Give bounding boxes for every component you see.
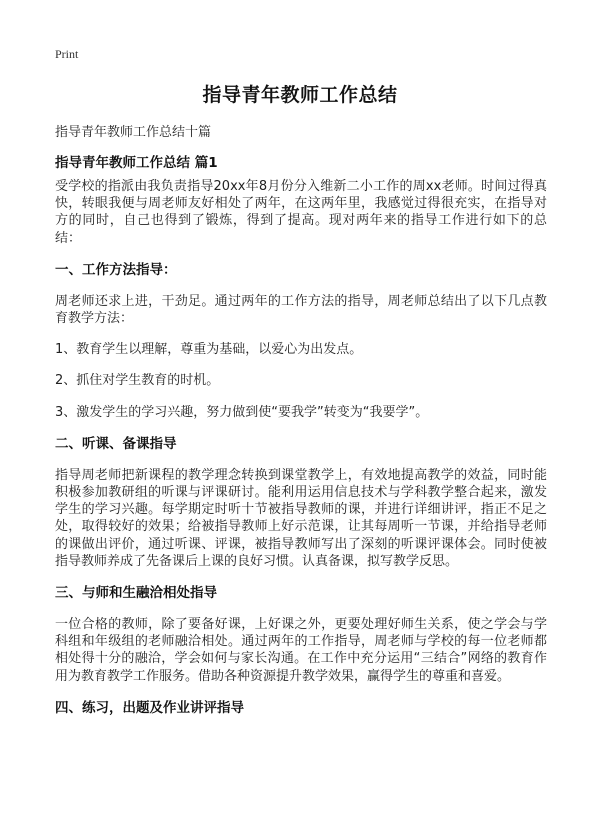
list-item-3: 3、激发学生的学习兴趣，努力做到使“要我学”转变为“我要学”。	[55, 404, 429, 420]
document-subtitle: 指导青年教师工作总结十篇	[55, 125, 212, 140]
paragraph-lesson-guidance: 指导周老师把新课程的教学理念转换到课堂教学上，有效地提高教学的效益，同时能积极参加教研组的听课与评课研讨。能利用运用信息技术与学科教学整合起来，激发学生的学习兴趣。每学期定时听十节被指导教师的课，并进行详细讲评，指正不足之处，取得较好的效果；给被指导教师上好示范课，让其每周听一节课，并给指导老师的课做出评价，通过听课、评课，被指导教师写出了深刻的听课评课体会。同时使被指导教师养成了先备课后上课的良好习惯。认真备课，拟写教学反思。	[55, 467, 547, 569]
document-body	[55, 178, 547, 717]
heading-exercises: 四、练习，出题及作业讲评指导	[55, 699, 244, 716]
list-item-2: 2、抓住对学生教育的时机。	[55, 373, 220, 389]
intro-paragraph: 受学校的指派由我负责指导20xx年8月份分入维新二小工作的周xx老师。时间过得真快，转眼我便与周老师友好相处了两年，在这两年里，我感觉过得很充实，在指导对方的同时，自己也得到了锻炼，得到了提高。现对两年来的指导工作进行如下的总结：	[55, 179, 547, 246]
paragraph-relationships: 一位合格的教师，除了要备好课，上好课之外，更要处理好师生关系，使之学会与学科组和年级组的老师融洽相处。通过两年的工作指导，周老师与学校的每一位老师都相处得十分的融洽，学会如何与家长沟通。在工作中充分运用“三结合”网络的教育作用为教育教学工作服务。借助各种资源提升教学效果，赢得学生的尊重和喜爱。	[55, 617, 547, 684]
heading-relationships: 三、与师和生融洽相处指导	[55, 585, 217, 602]
section-title: 指导青年教师工作总结 篇1	[55, 155, 218, 171]
print-label[interactable]: Print	[55, 47, 79, 61]
document-title: 指导青年教师工作总结	[202, 84, 398, 106]
list-item-1: 1、教育学生以理解，尊重为基础，以爱心为出发点。	[55, 342, 363, 358]
heading-work-methods: 一、工作方法指导：	[55, 261, 177, 278]
heading-lesson-guidance: 二、听课、备课指导	[55, 435, 177, 452]
paragraph-work-methods: 周老师还求上进，干劲足。通过两年的工作方法的指导，周老师总结出了以下几点教育教学方法：	[55, 293, 547, 327]
